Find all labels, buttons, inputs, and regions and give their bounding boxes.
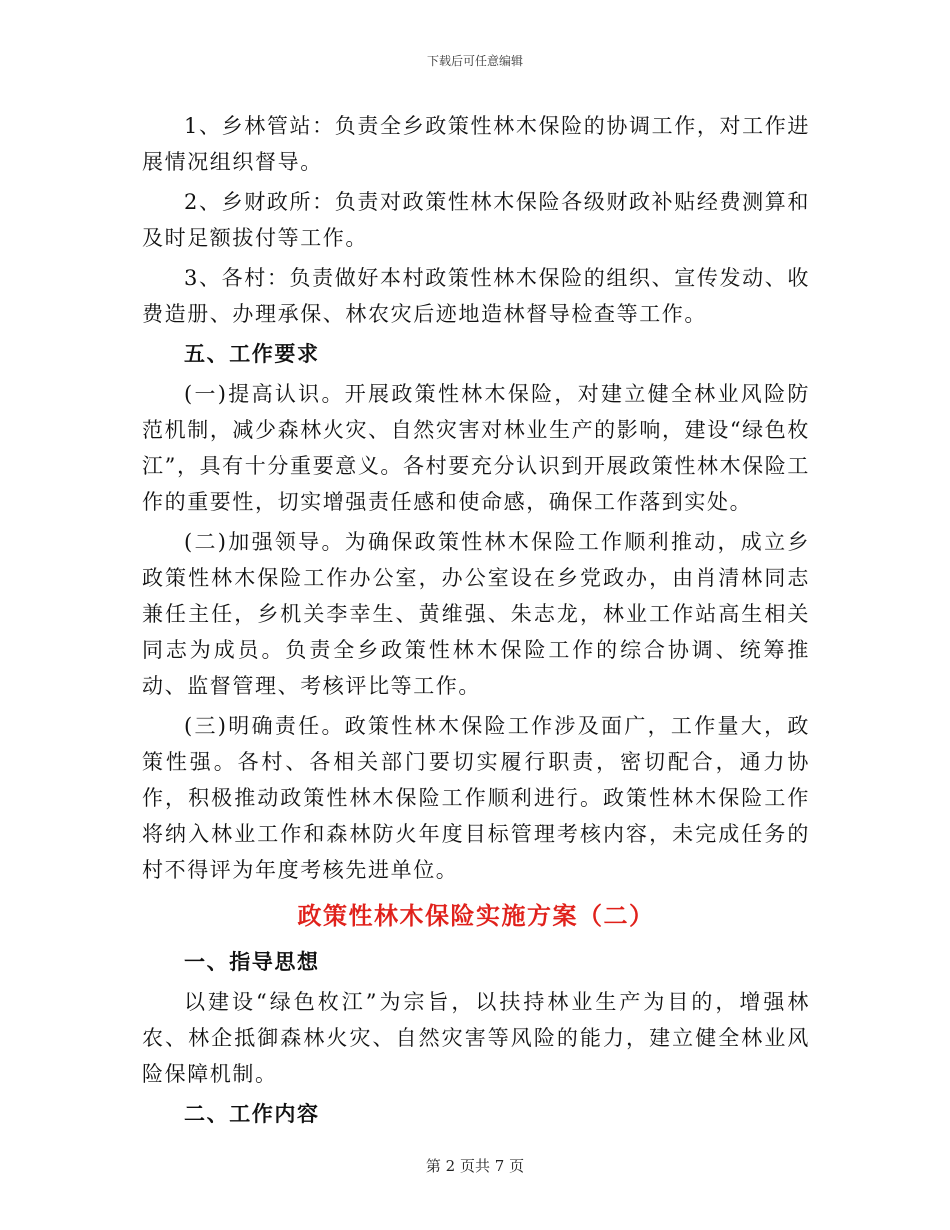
paragraph-strengthen-leadership: (二)加强领导。为确保政策性林木保险工作顺利推动，成立乡政策性林木保险工作办公室，办公室设在乡党政办，由肖清林同志兼任主任，乡机关李幸生、黄维强、朱志龙，林业工作站高生相关同志为成员。负责全乡政策性林木保险工作的综合协调、统筹推动、监督管理、考核评比等工作。 — [142, 530, 810, 698]
document-body — [142, 108, 810, 1136]
section-title: 政策性林木保险实施方案（二） — [297, 901, 655, 930]
paragraph-raise-awareness: (一)提高认识。开展政策性林木保险，对建立健全林业风险防范机制，减少森林火灾、自然灾害对林业生产的影响，建设“绿色枚江”，具有十分重要意义。各村要充分认识到开展政策性林木保险工作的重要性，切实增强责任感和使命感，确保工作落到实处。 — [142, 382, 810, 514]
heading-work-requirements: 五、工作要求 — [184, 341, 320, 366]
paragraph-township-finance-office: 2、乡财政所：负责对政策性林木保险各级财政补贴经费测算和及时足额拔付等工作。 — [142, 190, 810, 250]
page-header: 下载后可任意编辑 — [426, 54, 523, 68]
heading-work-content: 二、工作内容 — [184, 1101, 320, 1126]
page-number: 第 2 页共 7 页 — [425, 1157, 525, 1175]
paragraph-guiding-thought: 以建设“绿色枚江”为宗旨，以扶持林业生产为目的，增强林农、林企抵御森林火灾、自然灾害等风险的能力，建立健全林业风险保障机制。 — [142, 990, 810, 1086]
paragraph-clarify-responsibility: (三)明确责任。政策性林木保险工作涉及面广，工作量大，政策性强。各村、各相关部门要切实履行职责，密切配合，通力协作，积极推动政策性林木保险工作顺利进行。政策性林木保险工作将纳入林业工作和森林防火年度目标管理考核内容，未完成任务的村不得评为年度考核先进单位。 — [142, 714, 810, 882]
paragraph-villages: 3、各村：负责做好本村政策性林木保险的组织、宣传发动、收费造册、办理承保、林农灾后迹地造林督导检查等工作。 — [142, 266, 810, 326]
paragraph-township-forestry-station: 1、乡林管站：负责全乡政策性林木保险的协调工作，对工作进展情况组织督导。 — [142, 114, 810, 174]
heading-guiding-thought: 一、指导思想 — [184, 949, 320, 974]
